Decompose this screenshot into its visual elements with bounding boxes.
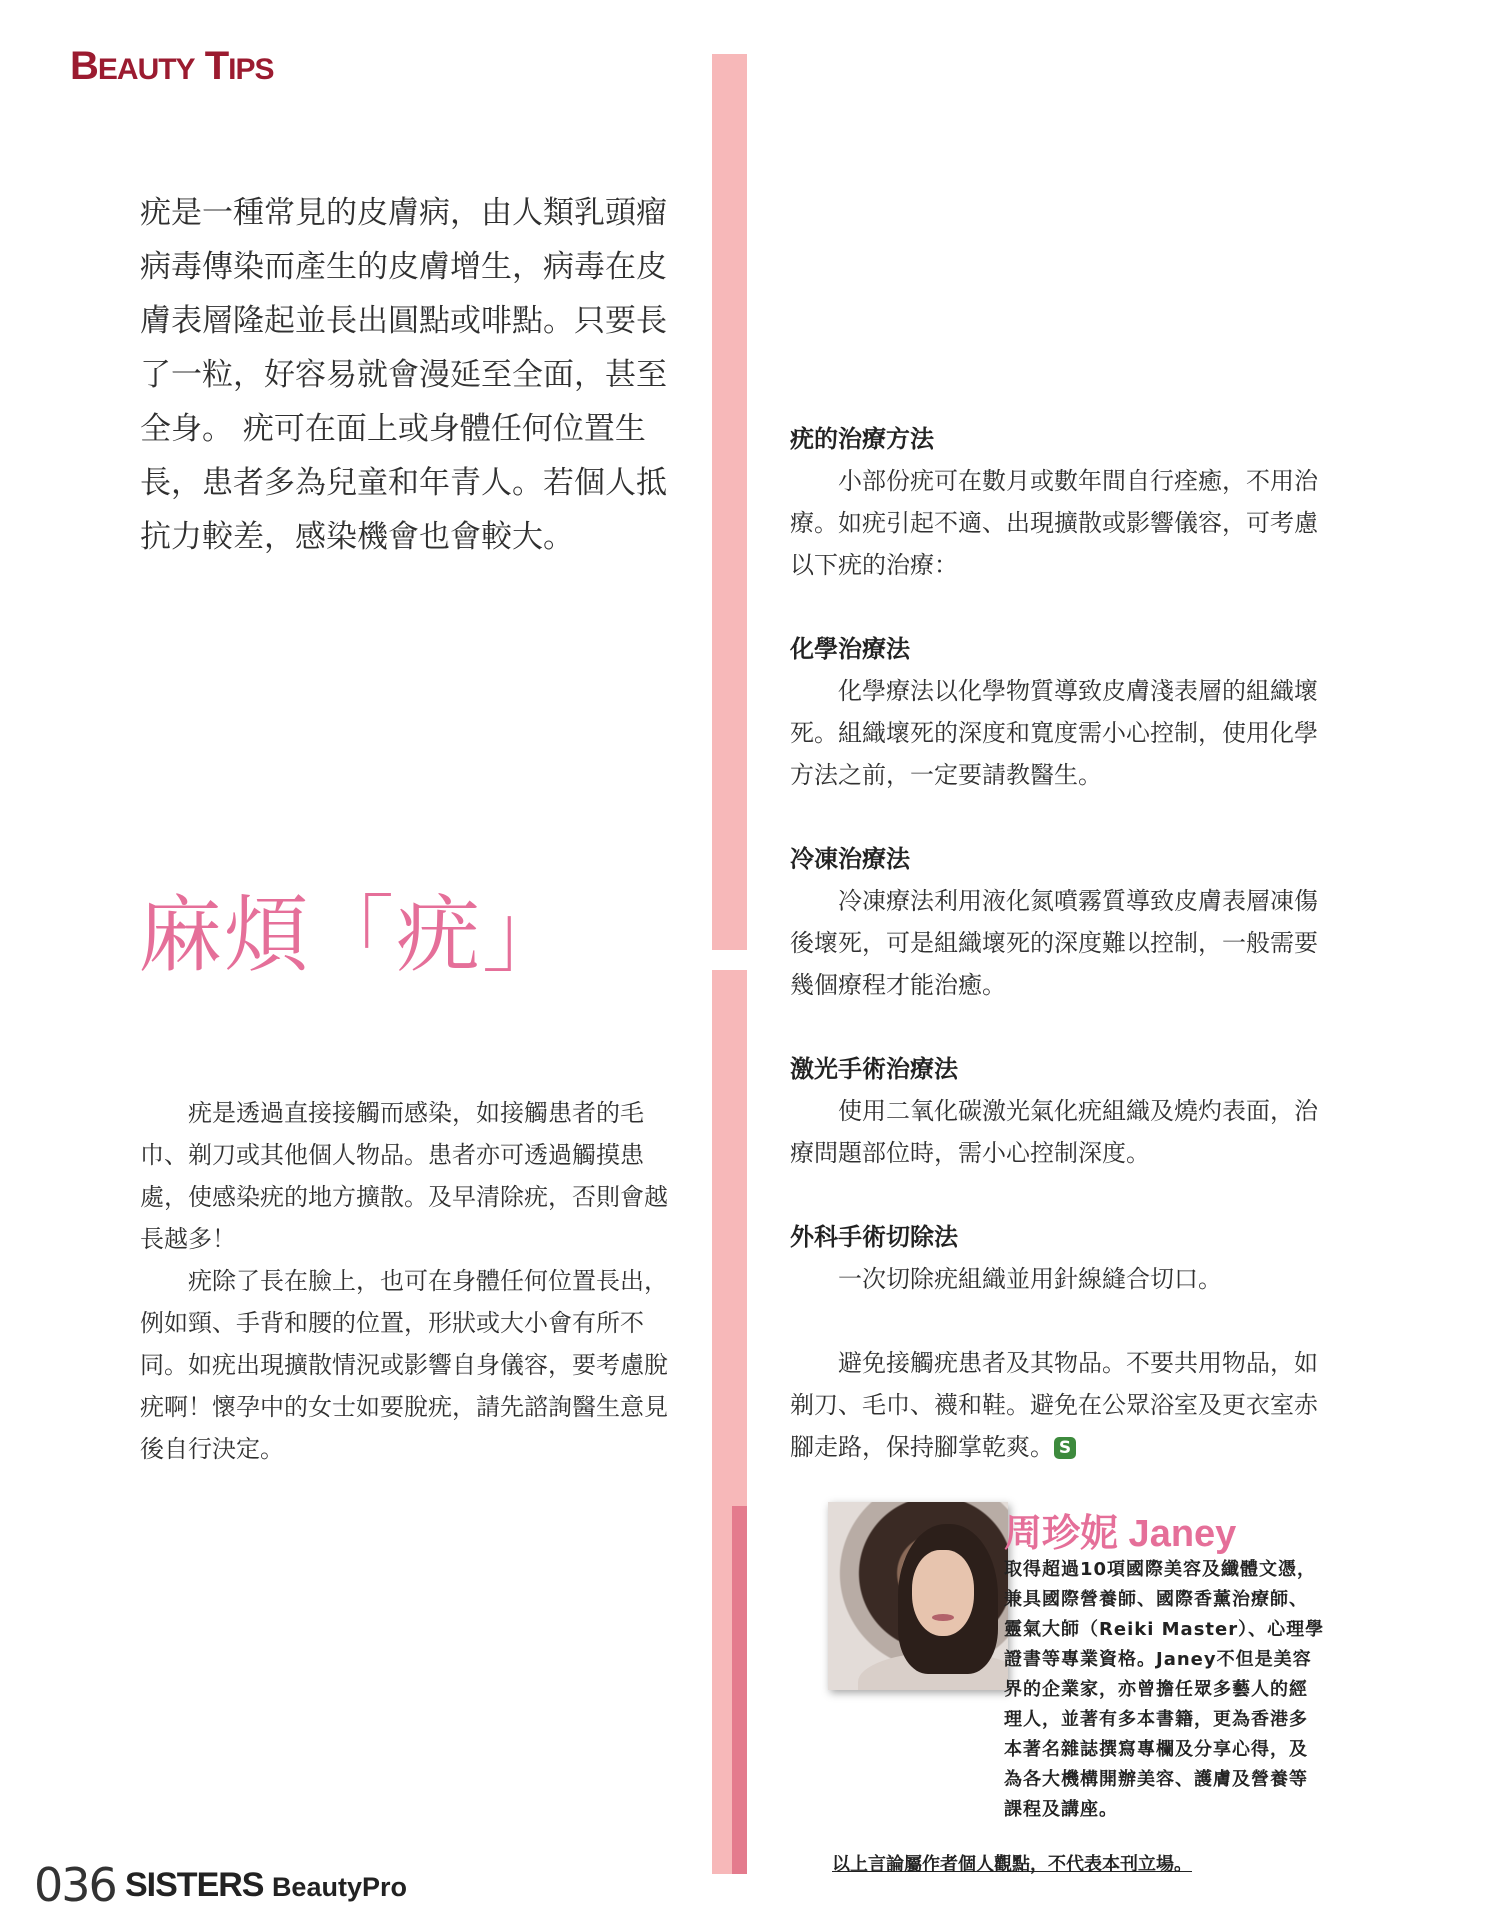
section-laser-surgery [790,1048,1330,1174]
header-initial-b: B [70,44,98,88]
section-heading: 外科手術切除法 [790,1223,958,1251]
section-body: 小部份疣可在數月或數年間自行痊癒，不用治療。如疣引起不適、出現擴散或影響儀容，可考慮以下疣的治療： [790,467,1318,579]
section-chemical-treatment [790,628,1330,796]
header-initial-t: T [204,44,229,88]
magazine-brand [125,1866,407,1905]
page-number: 036 [34,1858,116,1912]
section-body: 化學療法以化學物質導致皮膚淺表層的組織壞死。組織壞死的深度和寬度需小心控制，使用化學方法之前，一定要請教醫生。 [790,677,1318,789]
photo-face-shape [912,1550,974,1636]
end-mark-icon: S [1054,1437,1076,1459]
section-heading: 冷凍治療法 [790,845,910,873]
disclaimer: 以上言論屬作者個人觀點，不代表本刊立場。 [832,1854,1192,1875]
section-heading: 疣的治療方法 [790,425,934,453]
left-paragraph-2: 疣除了長在臉上，也可在身體任何位置長出，例如頸、手背和腰的位置，形狀或大小會有所不同。如疣出現擴散情況或影響自身儀容，要考慮脫疣啊！懷孕中的女士如要脫疣，請先諮詢醫生意見後自行決定。 [140,1267,668,1463]
header-rest-eauty: EAUTY [97,53,195,86]
section-heading: 激光手術治療法 [790,1055,958,1083]
right-column [790,418,1330,1468]
section-body: 一次切除疣組織並用針線縫合切口。 [838,1265,1222,1293]
author-name: 周珍妮 Janey [1004,1513,1237,1555]
author-photo [828,1502,1008,1690]
intro-paragraph: 疣是一種常見的皮膚病，由人類乳頭瘤病毒傳染而產生的皮膚增生，病毒在皮膚表層隆起並長出圓點或啡點。只要長了一粒，好容易就會漫延至全面，甚至全身。 疣可在面上或身體任何位置生長，患者多為兒童和年青人。若個人抵抗力較差，感染機會也會較大。 [140,195,667,555]
section-treatment-overview [790,418,1330,586]
divider-stripe-top [712,54,747,950]
section-body: 使用二氧化碳激光氣化疣組織及燒灼表面，治療問題部位時，需小心控制深度。 [790,1097,1318,1167]
section-heading: 化學治療法 [790,635,910,663]
article-title: 麻煩「疣」 [138,886,569,984]
closing-paragraph [790,1342,1330,1468]
section-header [70,44,274,89]
section-surgical-excision [790,1216,1330,1300]
left-paragraph-1: 疣是透過直接接觸而感染，如接觸患者的毛巾、剃刀或其他個人物品。患者亦可透過觸摸患處，使感染疣的地方擴散。及早清除疣，否則會越長越多！ [140,1099,668,1253]
divider-stripe-accent [732,1506,747,1874]
left-column-body [140,1092,674,1470]
photo-lips-shape [932,1614,954,1621]
author-bio: 取得超過10項國際美容及纖體文憑，兼具國際營養師、國際香薰治療師、靈氣大師（Reiki Master）、心理學證書等專業資格。Janey不但是美容界的企業家，亦曾擔任眾多藝人的經理人，並著有多本書籍，更為香港多本著名雜誌撰寫專欄及分享心得，及為各大機構開辦美容、護膚及營養等課程及講座。 [1004,1559,1325,1820]
section-cryotherapy [790,838,1330,1006]
closing-text: 避免接觸疣患者及其物品。不要共用物品，如剃刀、毛巾、襪和鞋。避免在公眾浴室及更衣室赤腳走路，保持腳掌乾爽。 [790,1349,1318,1461]
closing-advice [790,1342,1330,1468]
brand-name: SISTERS [125,1866,264,1904]
brand-sub: BeautyPro [271,1872,407,1902]
section-body: 冷凍療法利用液化氮噴霧質導致皮膚表層凍傷後壞死，可是組織壞死的深度難以控制，一般需要幾個療程才能治癒。 [790,887,1318,999]
header-rest-ips: IPS [228,53,274,86]
